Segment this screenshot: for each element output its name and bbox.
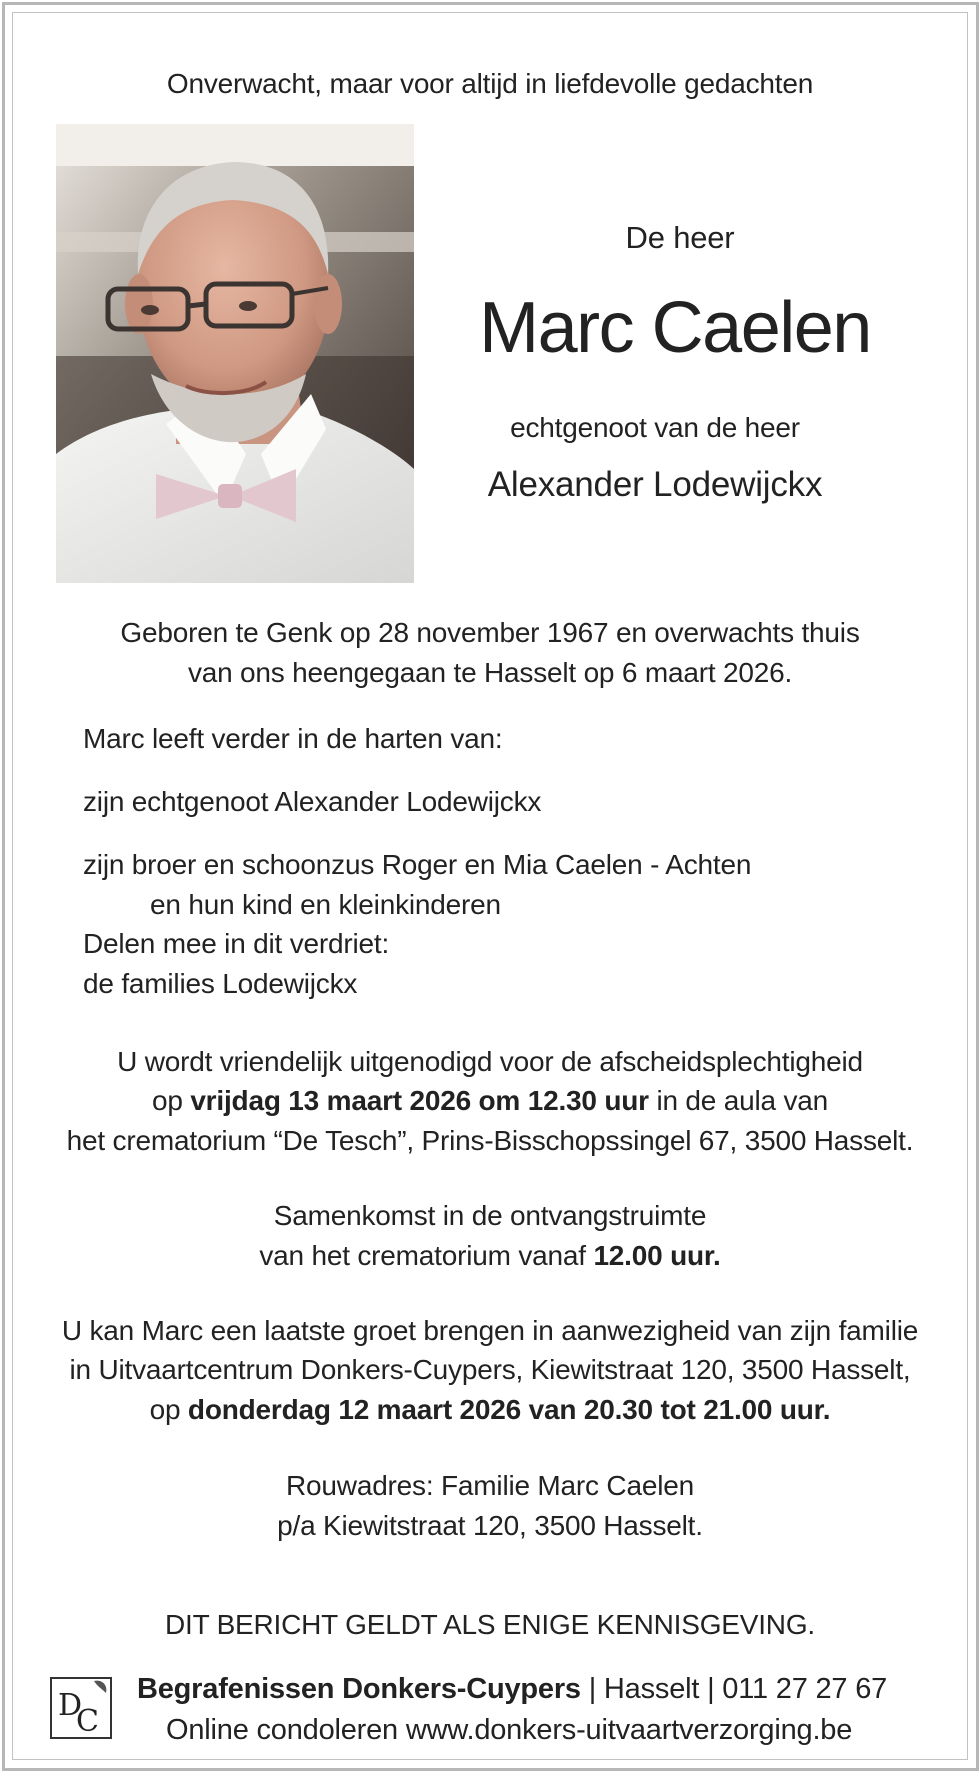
mourning-address-line-1: Rouwadres: Familie Marc Caelen (286, 1470, 694, 1501)
title-prefix: De heer (625, 220, 735, 255)
ceremony-line-2-pre: op (151, 1085, 191, 1116)
notice-statement: DIT BERICHT GELDT ALS ENIGE KENNISGEVING. (165, 1609, 815, 1640)
spouse-name: Alexander Lodewijckx (487, 465, 823, 504)
gathering-line-1: Samenkomst in de ontvangstruimte (273, 1200, 707, 1231)
birth-death-line-2: van ons heengegaan te Hasselt op 6 maart 2026. (187, 657, 793, 688)
visitation-line-2: in Uitvaartcentrum Donkers-Cuypers, Kiewitstraat 120, 3500 Hasselt, (69, 1354, 911, 1385)
footer-separator-1: | (580, 1673, 604, 1705)
footer-separator-2: | (699, 1673, 723, 1705)
svg-text:C: C (76, 1704, 99, 1739)
visitation-line-3-pre: op (149, 1394, 188, 1425)
gathering-line-2-pre: van het crematorium vanaf (259, 1240, 594, 1271)
ceremony-line-2 (0, 1081, 980, 1121)
visitation-datetime: donderdag 12 maart 2026 van 20.30 tot 21.00 uur. (187, 1394, 831, 1425)
spouse-relation: echtgenoot van de heer (510, 412, 800, 443)
birth-death-line-1: Geboren te Genk op 28 november 1967 en overwachts thuis (120, 617, 860, 648)
gathering-line-2 (0, 1236, 980, 1276)
family-share: Delen mee in dit verdriet: (83, 928, 390, 959)
gathering-time: 12.00 uur. (593, 1240, 721, 1271)
footer-condolences[interactable]: Online condoleren www.donkers-uitvaartverzorging.be (166, 1714, 853, 1746)
family-brother: zijn broer en schoonzus Roger en Mia Caelen - Achten (83, 849, 752, 880)
visitation-line-3 (0, 1390, 980, 1430)
footer-location: Hasselt (603, 1673, 700, 1705)
footer-phone: 011 27 27 67 (722, 1673, 888, 1705)
visitation-line-1: U kan Marc een laatste groet brengen in aanwezigheid van zijn familie (61, 1315, 919, 1346)
intro-line: Onverwacht, maar voor altijd in liefdevolle gedachten (166, 68, 814, 99)
family-families: de families Lodewijckx (83, 968, 358, 999)
ceremony-datetime: vrijdag 13 maart 2026 om 12.30 uur (190, 1085, 649, 1116)
footer-company-line (137, 1669, 887, 1709)
company-logo (50, 1677, 112, 1739)
mourning-address-line-2: p/a Kiewitstraat 120, 3500 Hasselt. (277, 1510, 703, 1541)
ceremony-line-3: het crematorium “De Tesch”, Prins-Bisschopssingel 67, 3500 Hasselt. (66, 1125, 914, 1156)
deceased-name: Marc Caelen (479, 288, 871, 368)
portrait-photo (56, 124, 414, 583)
ceremony-line-1: U wordt vriendelijk uitgenodigd voor de afscheidsplechtigheid (117, 1046, 863, 1077)
family-children: en hun kind en kleinkinderen (150, 889, 501, 920)
family-spouse: zijn echtgenoot Alexander Lodewijckx (83, 786, 542, 817)
ceremony-line-2-post: in de aula van (648, 1085, 829, 1116)
footer-company: Begrafenissen Donkers-Cuypers (137, 1673, 581, 1705)
svg-text:D: D (58, 1688, 83, 1723)
lives-on-line: Marc leeft verder in de harten van: (83, 723, 503, 754)
